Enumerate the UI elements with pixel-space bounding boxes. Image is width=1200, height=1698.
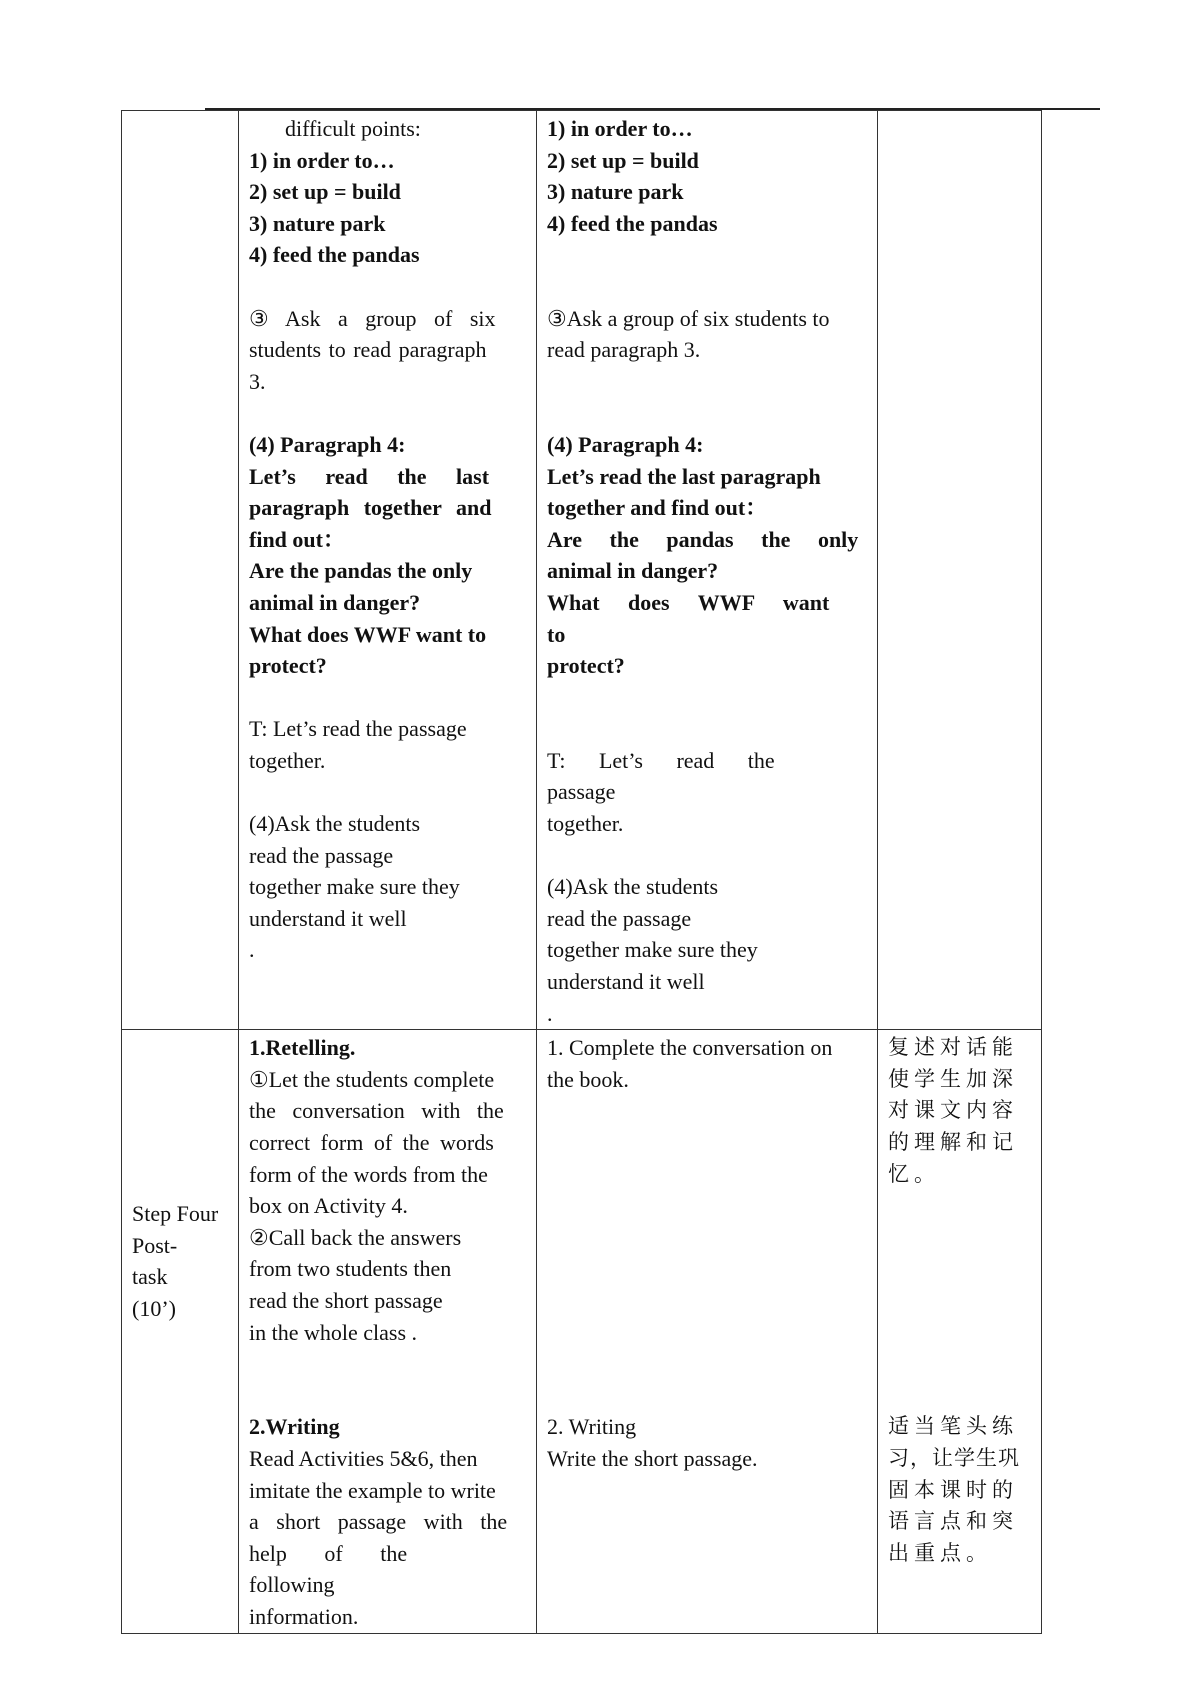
purpose-cell <box>878 1030 1042 1633</box>
step-line-1: Step Four <box>132 1201 219 1227</box>
student-ask4-line-4: understand it well <box>547 969 705 995</box>
purpose-writing-line-1: 适当笔头练 <box>888 1414 1018 1439</box>
student-para4-line-3: Are the pandas the only <box>547 526 859 552</box>
teacher-activity-cell <box>239 111 537 1030</box>
writing-line-5: information. <box>249 1603 359 1629</box>
student-para4-line-4: animal in danger? <box>547 558 719 584</box>
purpose-writing-line-2: 习，让学生巩 <box>888 1445 1020 1470</box>
student-t-line-1: T: Let’s read the passage <box>547 747 775 805</box>
table-row-post-task <box>122 1030 1042 1633</box>
para4-line-3: find out： <box>249 526 345 552</box>
purpose-writing-line-4: 语言点和突 <box>888 1509 1018 1534</box>
student-point-4: 4) feed the pandas <box>547 210 718 236</box>
student-point-1: 1) in order to… <box>547 116 693 141</box>
student-ask4-line-3: together make sure they <box>547 937 758 963</box>
ask4-line-5: . <box>249 937 255 963</box>
ask4-line-2: read the passage <box>249 842 394 868</box>
purpose-writing-line-3: 固本课时的 <box>888 1477 1018 1502</box>
student-para4-line-5: What does WWF want to <box>547 589 830 647</box>
retell-line-5: box on Activity 4. <box>249 1193 408 1219</box>
purpose-retell-line-1: 复述对话能 <box>888 1035 1018 1060</box>
para4-line-6: What does WWF want to <box>249 621 487 647</box>
writing-line-2: imitate the example to write <box>249 1477 496 1503</box>
student-ask4-line-2: read the passage <box>547 905 692 931</box>
student-activity-cell <box>537 111 878 1030</box>
teacher-activity-cell-post <box>239 1030 537 1633</box>
student-ask-line-1: ③Ask a group of six students to <box>547 305 830 331</box>
step-line-4: (10’) <box>132 1296 176 1321</box>
student-activity-cell-post <box>537 1030 878 1633</box>
t-line-1: T: Let’s read the passage <box>249 716 467 742</box>
point-2: 2) set up = build <box>249 179 401 205</box>
retell-line-3: correct form of the words <box>249 1130 494 1155</box>
retell-line-2: the conversation with the <box>249 1098 504 1124</box>
para4-line-1: Let’s read the last <box>249 463 490 489</box>
student-point-3: 3) nature park <box>547 179 684 205</box>
ask4-line-4: understand it well <box>249 905 407 931</box>
t-line-2: together. <box>249 747 326 773</box>
student-ask-line-2: read paragraph 3. <box>547 337 701 363</box>
student-point-2: 2) set up = build <box>547 147 699 173</box>
retell-line-7: from two students then <box>249 1256 452 1282</box>
paragraph-4-heading: (4) Paragraph 4: <box>249 431 406 457</box>
ask4-line-1: (4)Ask the students <box>249 811 421 837</box>
purpose-retell-line-2: 使学生加深 <box>888 1066 1018 1091</box>
purpose-retell-line-4: 的理解和记 <box>888 1130 1018 1154</box>
student-paragraph-4-heading: (4) Paragraph 4: <box>547 431 704 457</box>
purpose-retell-line-5: 忆。 <box>888 1161 940 1186</box>
student-t-line-2: together. <box>547 811 624 837</box>
student-para4-line-6: protect? <box>547 653 625 679</box>
point-1: 1) in order to… <box>249 147 395 173</box>
difficult-points-heading: difficult points: <box>285 116 421 141</box>
student-retell-line-2: the book. <box>547 1066 629 1092</box>
student-retell-line-1: 1. Complete the conversation on <box>547 1035 833 1061</box>
para4-line-5: animal in danger? <box>249 589 421 615</box>
ask-group-line-3: 3. <box>249 368 266 394</box>
step-line-2: Post- <box>132 1232 178 1258</box>
retell-line-6: ②Call back the answers <box>249 1224 462 1250</box>
retell-line-8: read the short passage <box>249 1287 443 1313</box>
student-para4-line-2: together and find out： <box>547 495 768 521</box>
para4-line-7: protect? <box>249 653 327 679</box>
student-writing-line-1: 2. Writing <box>547 1414 637 1440</box>
ask-group-line-2: students to read paragraph <box>249 337 487 363</box>
retell-line-1: ①Let the students complete <box>249 1066 495 1092</box>
purpose-writing-line-5: 出重点。 <box>888 1540 992 1565</box>
student-writing-line-2: Write the short passage. <box>547 1445 758 1471</box>
student-para4-line-1: Let’s read the last paragraph <box>547 463 821 489</box>
step-cell-empty <box>122 111 239 1030</box>
writing-line-1: Read Activities 5&6, then <box>249 1445 478 1471</box>
retell-line-9: in the whole class . <box>249 1319 418 1345</box>
para4-line-4: Are the pandas the only <box>249 558 473 584</box>
lesson-plan-table <box>121 110 1042 1634</box>
ask-group-line-1: ③ Ask a group of six <box>249 305 496 331</box>
retell-line-4: form of the words from the <box>249 1161 488 1187</box>
point-4: 4) feed the pandas <box>249 242 420 268</box>
table-row-while-task <box>122 111 1042 1030</box>
point-3: 3) nature park <box>249 210 386 236</box>
student-ask4-line-5: . <box>547 1000 553 1026</box>
writing-line-4: help of the following <box>249 1540 408 1598</box>
purpose-retell-line-3: 对课文内容 <box>888 1098 1018 1123</box>
step-cell <box>122 1030 239 1633</box>
purpose-cell-empty <box>878 111 1042 1030</box>
para4-line-2: paragraph together and <box>249 495 492 521</box>
writing-line-3: a short passage with the <box>249 1509 508 1535</box>
writing-heading: 2.Writing <box>249 1414 340 1440</box>
step-line-3: task <box>132 1264 168 1290</box>
retelling-heading: 1.Retelling. <box>249 1035 356 1061</box>
student-ask4-line-1: (4)Ask the students <box>547 874 719 900</box>
ask4-line-3: together make sure they <box>249 874 460 900</box>
